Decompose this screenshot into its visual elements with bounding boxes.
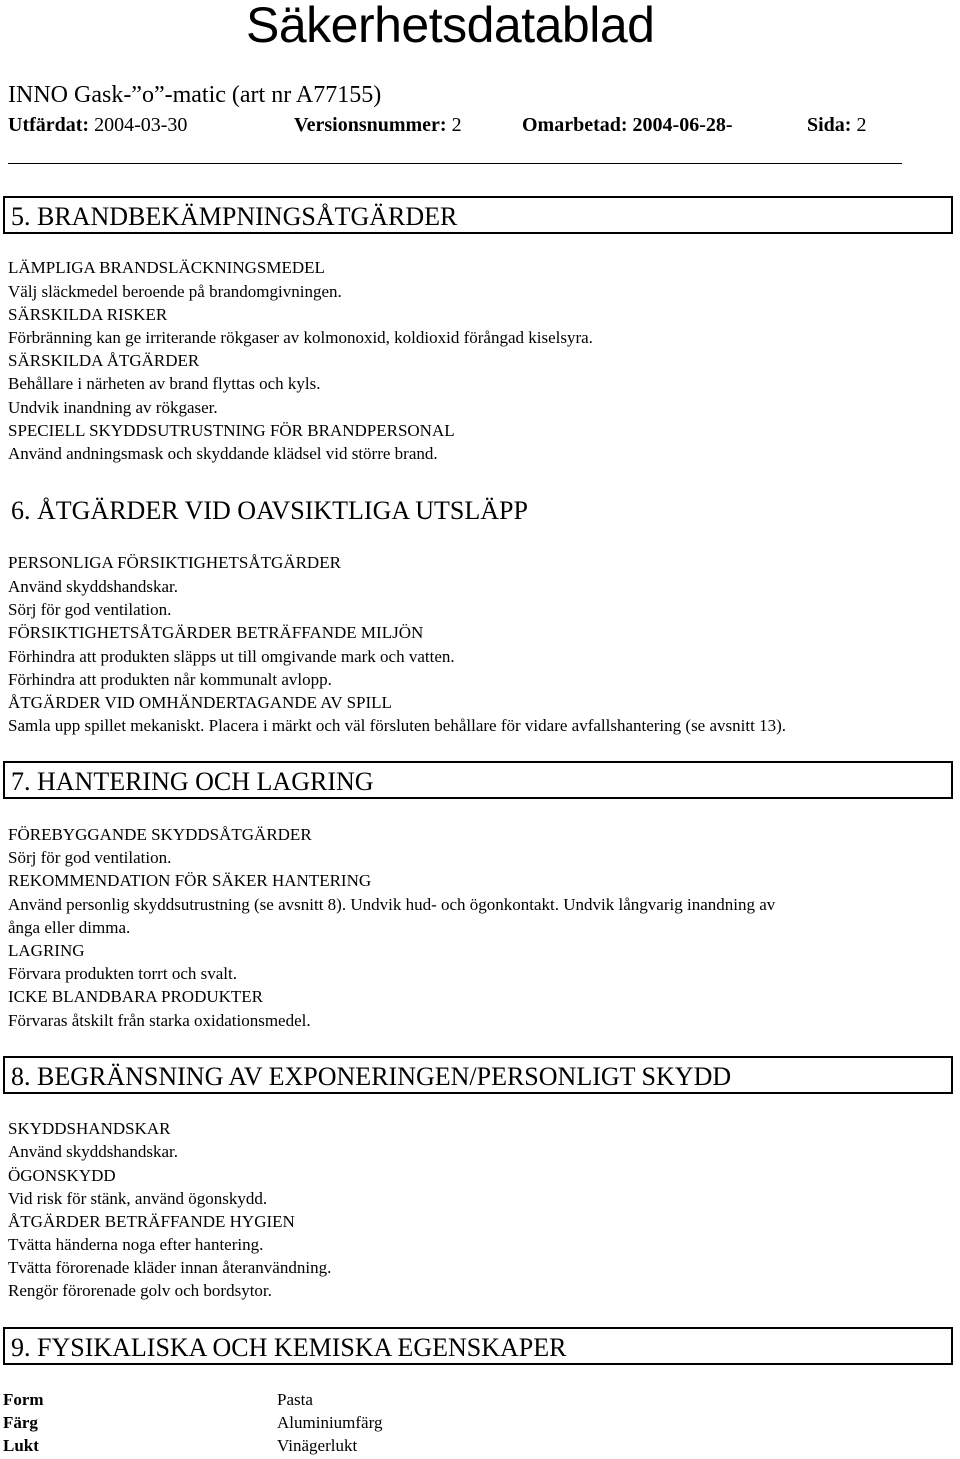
section-7-text: Förvara produkten torrt och svalt. <box>8 964 237 983</box>
section-7-title: 7. HANTERING OCH LAGRING <box>11 767 374 796</box>
section-6-text: Samla upp spillet mekaniskt. Placera i märkt och väl försluten behållare för vidare avfallshantering (se avsnitt 13). <box>8 716 786 735</box>
issued-date <box>8 114 187 137</box>
section-7-header <box>3 761 953 799</box>
property-label: Form <box>3 1390 44 1409</box>
page-label: Sida: <box>807 114 852 136</box>
section-9-header <box>3 1327 953 1365</box>
section-5-title: 5. BRANDBEKÄMPNINGSÅTGÄRDER <box>11 202 458 231</box>
section-6-text: Sörj för god ventilation. <box>8 600 172 619</box>
section-8-subheading: ÖGONSKYDD <box>8 1166 116 1185</box>
section-7-text: Använd personlig skyddsutrustning (se avsnitt 8). Undvik hud- och ögonkontakt. Undvik långvarig inandning av <box>8 895 776 914</box>
property-value: Aluminiumfärg <box>277 1413 383 1432</box>
section-9-title: 9. FYSIKALISKA OCH KEMISKA EGENSKAPER <box>11 1333 567 1362</box>
section-5-text: Behållare i närheten av brand flyttas och kyls. <box>8 374 321 393</box>
document-title: Säkerhetsdatablad <box>246 0 655 53</box>
property-label: Färg <box>3 1413 38 1432</box>
section-8-subheading: SKYDDSHANDSKAR <box>8 1119 171 1138</box>
section-6-subheading: FÖRSIKTIGHETSÅTGÄRDER BETRÄFFANDE MILJÖN <box>8 623 424 642</box>
section-5-text: Välj släckmedel beroende på brandomgivningen. <box>8 282 342 301</box>
section-6-text: Förhindra att produkten når kommunalt avlopp. <box>8 670 332 689</box>
property-value: Vinägerlukt <box>277 1436 358 1455</box>
issued-value: 2004-03-30 <box>94 114 188 136</box>
section-6-subheading: ÅTGÄRDER VID OMHÄNDERTAGANDE AV SPILL <box>8 693 392 712</box>
section-6-text: Använd skyddshandskar. <box>8 577 178 596</box>
section-8-title: 8. BEGRÄNSNING AV EXPONERINGEN/PERSONLIGT SKYDD <box>11 1062 732 1091</box>
section-8-text: Vid risk för stänk, använd ögonskydd. <box>8 1189 268 1208</box>
page-value: 2 <box>856 114 867 136</box>
section-8-text: Rengör förorenade golv och bordsytor. <box>8 1281 272 1300</box>
property-value: Pasta <box>277 1390 313 1409</box>
revised-date <box>522 114 733 137</box>
section-5-header <box>3 196 953 234</box>
section-7-text: Förvaras åtskilt från starka oxidationsmedel. <box>8 1011 311 1030</box>
section-6-title: 6. ÅTGÄRDER VID OAVSIKTLIGA UTSLÄPP <box>11 496 528 525</box>
section-8-subheading: ÅTGÄRDER BETRÄFFANDE HYGIEN <box>8 1212 295 1231</box>
header-divider <box>8 163 902 164</box>
section-7-subheading: ICKE BLANDBARA PRODUKTER <box>8 987 264 1006</box>
section-5-subheading: LÄMPLIGA BRANDSLÄCKNINGSMEDEL <box>8 258 325 277</box>
revised-label: Omarbetad: <box>522 114 628 136</box>
section-6-header <box>3 490 953 528</box>
product-name: INNO Gask-”o”-matic (art nr A77155) <box>8 82 382 108</box>
page-number <box>807 114 866 137</box>
property-label: Lukt <box>3 1436 39 1455</box>
section-8-text: Tvätta händerna noga efter hantering. <box>8 1235 264 1254</box>
section-8-text: Använd skyddshandskar. <box>8 1142 178 1161</box>
section-5-subheading: SÄRSKILDA RISKER <box>8 305 168 324</box>
revised-value: 2004-06-28- <box>632 114 733 136</box>
section-5-text: Undvik inandning av rökgaser. <box>8 398 218 417</box>
section-5-subheading: SÄRSKILDA ÅTGÄRDER <box>8 351 200 370</box>
version-label: Versionsnummer: <box>294 114 447 136</box>
section-5-subheading: SPECIELL SKYDDSUTRUSTNING FÖR BRANDPERSONAL <box>8 421 455 440</box>
section-5-text: Förbränning kan ge irriterande rökgaser av kolmonoxid, koldioxid förångad kiselsyra. <box>8 328 593 347</box>
section-8-text: Tvätta förorenade kläder innan återanvändning. <box>8 1258 332 1277</box>
section-7-subheading: LAGRING <box>8 941 85 960</box>
section-7-subheading: REKOMMENDATION FÖR SÄKER HANTERING <box>8 871 372 890</box>
section-6-subheading: PERSONLIGA FÖRSIKTIGHETSÅTGÄRDER <box>8 553 341 572</box>
section-5-text: Använd andningsmask och skyddande klädsel vid större brand. <box>8 444 438 463</box>
version-value: 2 <box>451 114 462 136</box>
section-7-text: ånga eller dimma. <box>8 918 131 937</box>
version-number <box>294 114 462 137</box>
section-7-subheading: FÖREBYGGANDE SKYDDSÅTGÄRDER <box>8 825 312 844</box>
issued-label: Utfärdat: <box>8 114 90 136</box>
section-7-text: Sörj för god ventilation. <box>8 848 172 867</box>
section-8-header <box>3 1056 953 1094</box>
section-6-text: Förhindra att produkten släpps ut till omgivande mark och vatten. <box>8 647 455 666</box>
